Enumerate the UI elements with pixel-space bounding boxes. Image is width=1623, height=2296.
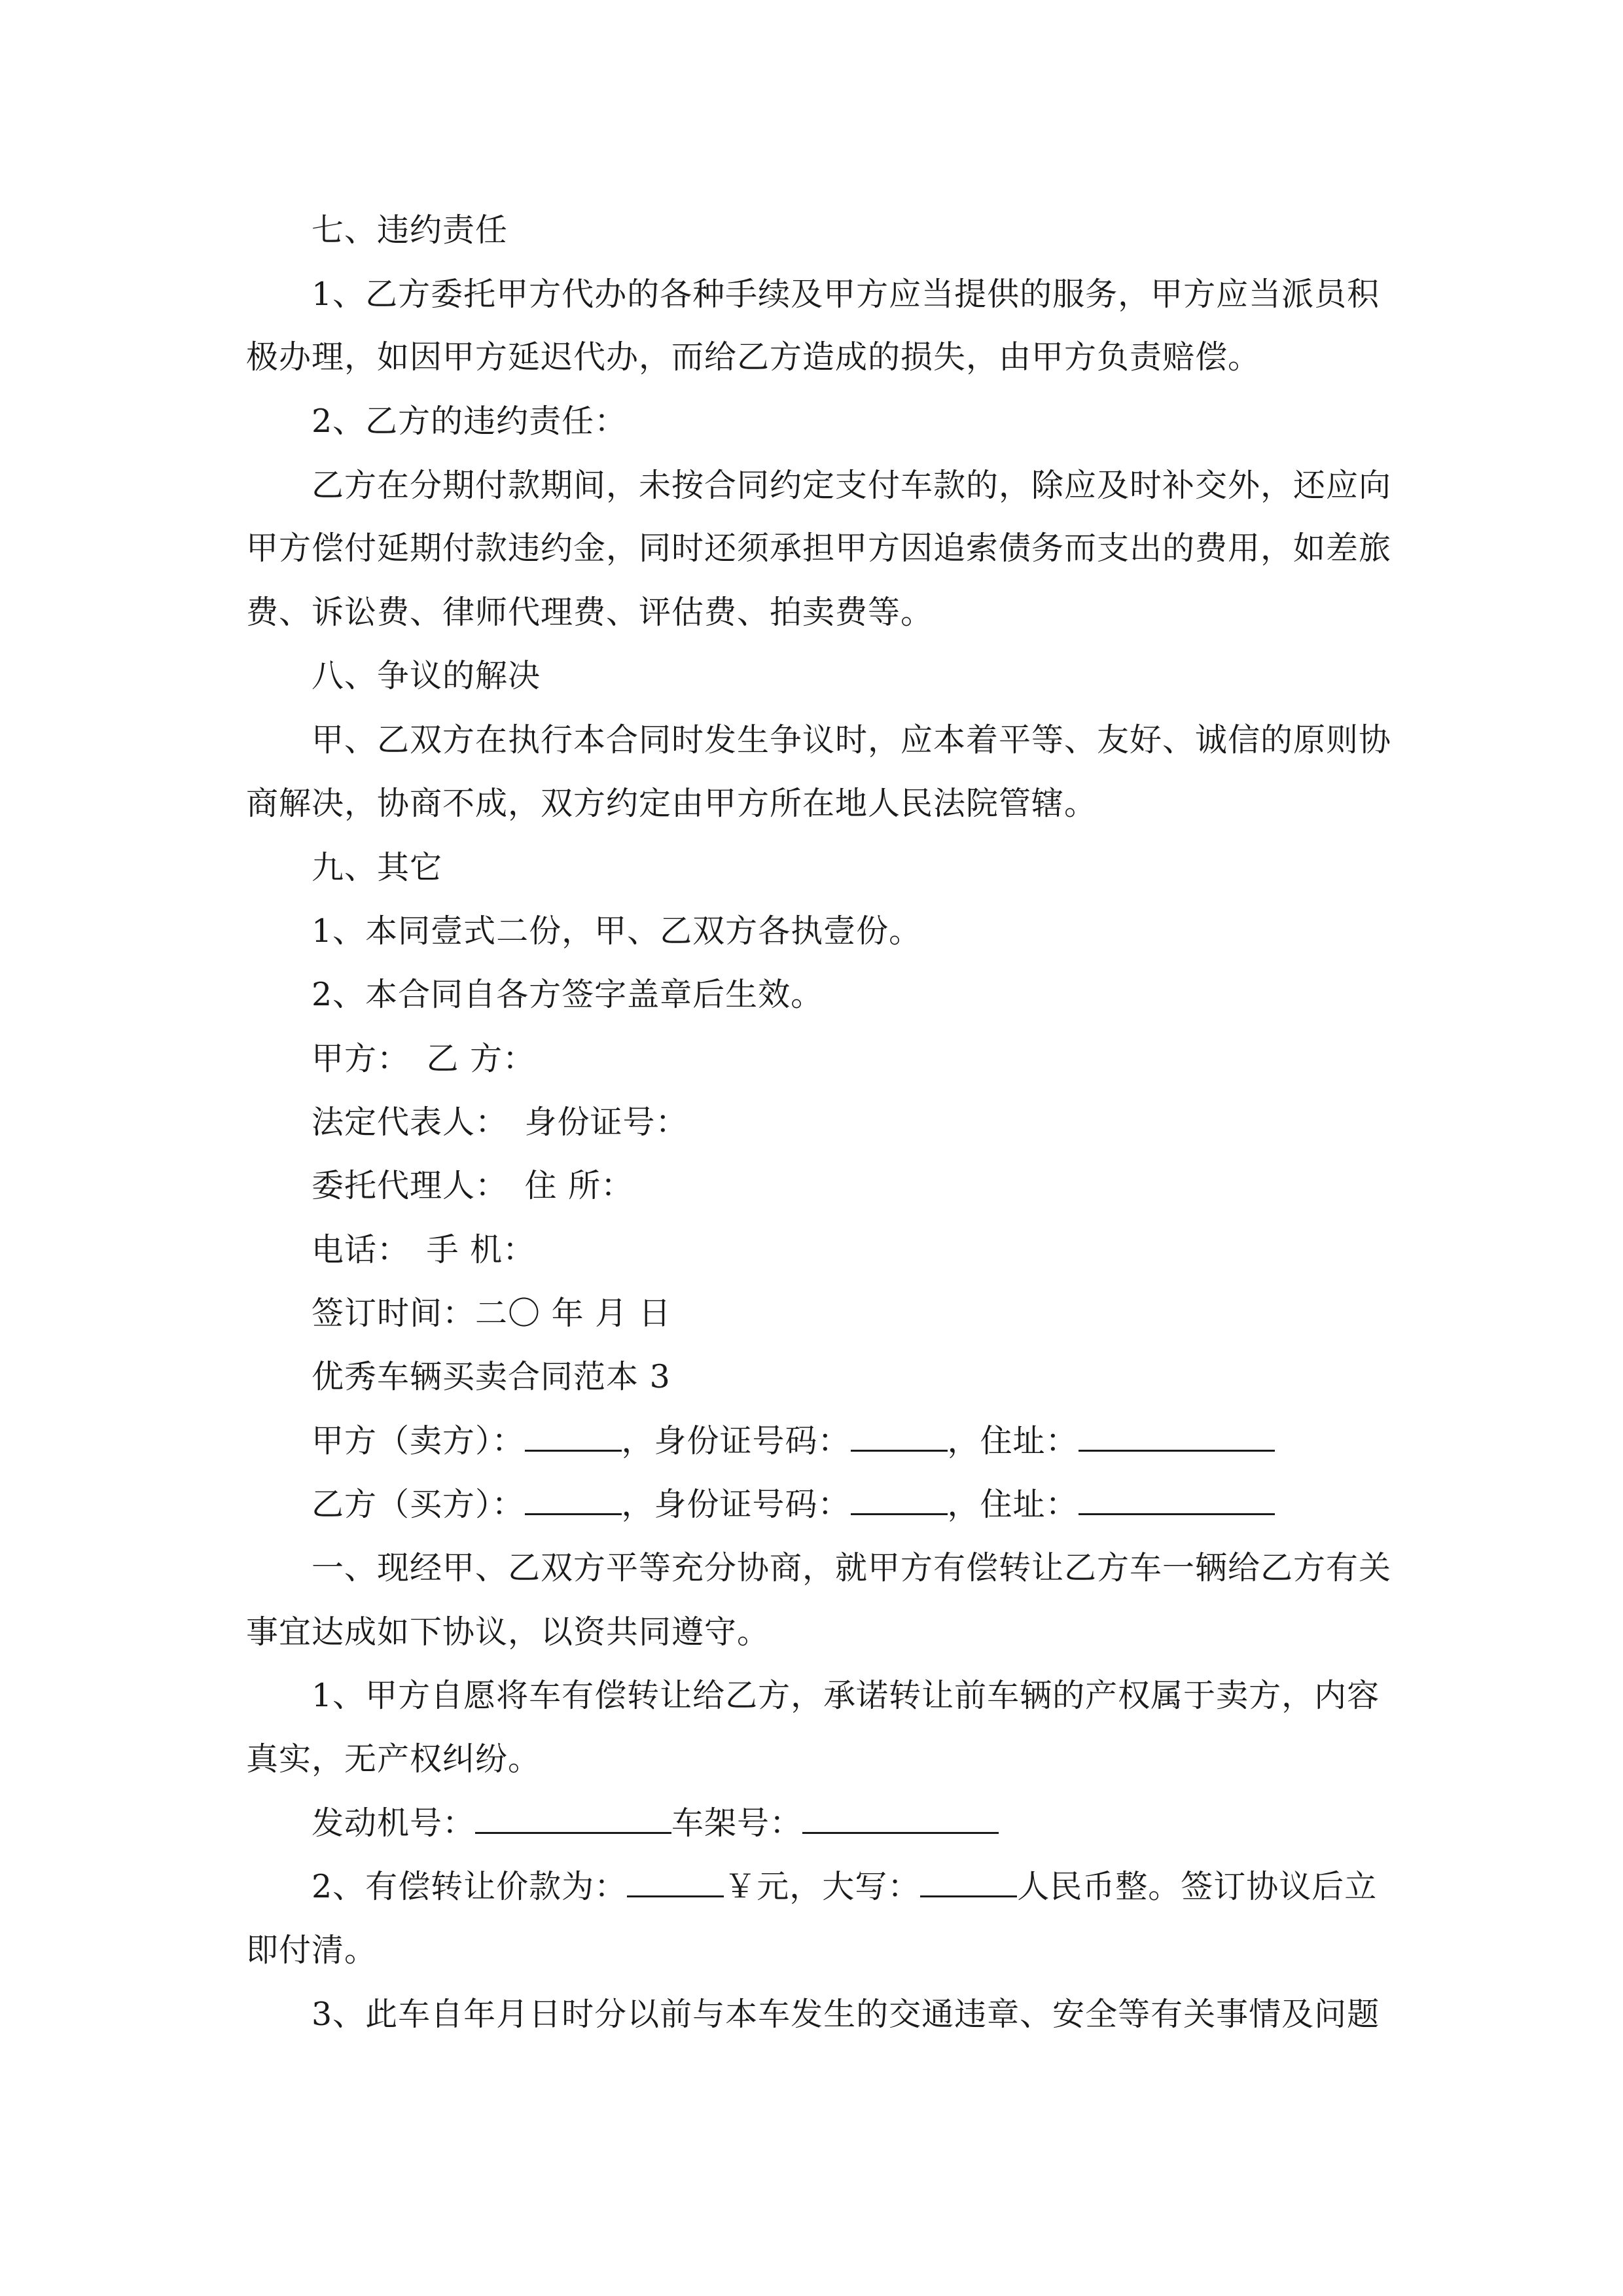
paragraph-line: 商解决，协商不成，双方约定由甲方所在地人民法院管辖。 xyxy=(246,785,1097,822)
paragraph-line: 甲、乙双方在执行本合同时发生争议时，应本着平等、友好、诚信的原则协 xyxy=(312,721,1392,759)
frame-number-blank xyxy=(802,1804,999,1834)
seller-address-blank xyxy=(1079,1422,1275,1452)
price-suffix: 人民币整。签订协议后立 xyxy=(1017,1868,1378,1905)
paragraph-line: 2、本合同自各方签字盖章后生效。 xyxy=(312,976,824,1013)
signature-field-party: 甲方： 乙 方： xyxy=(312,1040,536,1077)
engine-frame-line xyxy=(312,1804,999,1843)
frame-number-label: 车架号： xyxy=(671,1804,803,1842)
price-line xyxy=(312,1867,1377,1907)
seller-address-label: ，住址： xyxy=(947,1422,1079,1460)
price-yuan-label: ￥元，大写： xyxy=(724,1868,921,1905)
buyer-address-label: ，住址： xyxy=(947,1486,1079,1523)
paragraph-line: 甲方偿付延期付款违约金，同时还须承担甲方因追索债务而支出的费用，如差旅 xyxy=(246,529,1392,567)
paragraph-line: 即付清。 xyxy=(246,1931,378,1969)
buyer-info-line xyxy=(312,1485,1275,1524)
engine-number-label: 发动机号： xyxy=(312,1804,476,1842)
buyer-name-blank xyxy=(525,1486,622,1515)
paragraph-line: 1、乙方委托甲方代办的各种手续及甲方应当提供的服务，甲方应当派员积 xyxy=(312,276,1380,313)
buyer-id-label: ，身份证号码： xyxy=(621,1486,851,1523)
signature-field-date: 签订时间：二〇 年 月 日 xyxy=(312,1295,671,1332)
signature-field-agent: 委托代理人： 住 所： xyxy=(312,1167,634,1204)
paragraph-line: 极办理，如因甲方延迟代办，而给乙方造成的损失，由甲方负责赔偿。 xyxy=(246,338,1261,376)
seller-id-blank xyxy=(851,1422,948,1452)
section-heading-dispute: 八、争议的解决 xyxy=(312,657,541,694)
paragraph-line: 真实，无产权纠纷。 xyxy=(246,1740,541,1778)
paragraph-line: 费、诉讼费、律师代理费、评估费、拍卖费等。 xyxy=(246,594,934,631)
price-words-blank xyxy=(920,1868,1017,1897)
paragraph-line: 3、此车自年月日时分以前与本车发生的交通违章、安全等有关事情及问题 xyxy=(312,1996,1380,2033)
paragraph-line: 2、乙方的违约责任： xyxy=(312,403,628,440)
buyer-address-blank xyxy=(1079,1486,1275,1515)
paragraph-line: 1、本同壹式二份，甲、乙双方各执壹份。 xyxy=(312,912,922,950)
seller-label: 甲方（卖方）： xyxy=(312,1422,525,1460)
seller-id-label: ，身份证号码： xyxy=(621,1422,851,1460)
section-heading-breach: 七、违约责任 xyxy=(312,211,508,249)
price-prefix: 2、有偿转让价款为： xyxy=(312,1868,628,1905)
engine-number-blank xyxy=(475,1804,671,1834)
paragraph-line: 1、甲方自愿将车有偿转让给乙方，承诺转让前车辆的产权属于卖方，内容 xyxy=(312,1677,1380,1714)
paragraph-line: 事宜达成如下协议，以资共同遵守。 xyxy=(246,1613,770,1651)
signature-field-phone: 电话： 手 机： xyxy=(312,1231,536,1268)
section-heading-other: 九、其它 xyxy=(312,849,443,886)
buyer-label: 乙方（买方）： xyxy=(312,1486,525,1523)
price-amount-blank xyxy=(627,1868,724,1897)
buyer-id-blank xyxy=(851,1486,948,1515)
seller-info-line xyxy=(312,1422,1275,1461)
paragraph-line: 一、现经甲、乙双方平等充分协商，就甲方有偿转让乙方车一辆给乙方有关 xyxy=(312,1549,1392,1587)
contract-title: 优秀车辆买卖合同范本 3 xyxy=(312,1358,671,1395)
seller-name-blank xyxy=(525,1422,622,1452)
signature-field-representative: 法定代表人： 身份证号： xyxy=(312,1103,688,1141)
paragraph-line: 乙方在分期付款期间，未按合同约定支付车款的，除应及时补交外，还应向 xyxy=(312,467,1392,504)
